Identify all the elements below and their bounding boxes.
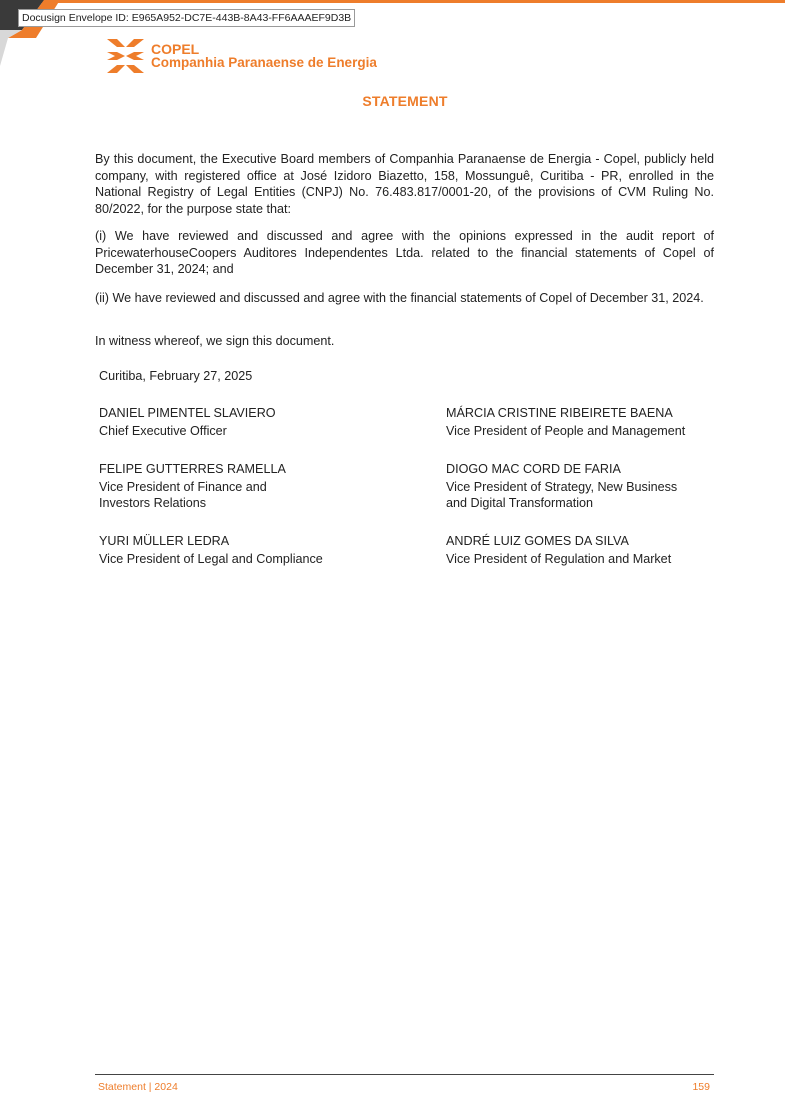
signatory-block — [99, 533, 323, 567]
signatory-role: Vice President of People and Management — [446, 424, 686, 438]
page-number: 159 — [692, 1081, 710, 1093]
signatory-role: Vice President of Regulation and Market — [446, 552, 672, 566]
signatory-name: DANIEL PIMENTEL SLAVIERO — [99, 406, 276, 420]
copel-logo-icon — [107, 39, 144, 73]
signatory-role: Chief Executive Officer — [99, 424, 227, 438]
signatory-name: FELIPE GUTTERRES RAMELLA — [99, 462, 286, 476]
signatory-name: ANDRÉ LUIZ GOMES DA SILVA — [446, 534, 629, 548]
signatory-block — [99, 461, 286, 511]
signatory-role-line-1: Vice President of Finance and — [99, 480, 267, 494]
signatory-name: MÁRCIA CRISTINE RIBEIRETE BAENA — [446, 406, 673, 420]
place-and-date: Curitiba, February 27, 2025 — [99, 369, 253, 383]
signatory-name: DIOGO MAC CORD DE FARIA — [446, 462, 621, 476]
copel-logo-text — [151, 42, 377, 70]
signatory-block — [446, 405, 685, 439]
brand-full-name: Companhia Paranaense de Energia — [151, 55, 377, 70]
signatory-block — [446, 461, 677, 511]
signatory-role-line-2: Investors Relations — [99, 496, 207, 510]
docusign-envelope-id: Docusign Envelope ID: E965A952-DC7E-443B-8A43-FF6AAAEF9D3B — [18, 9, 355, 27]
intro-paragraph: By this document, the Executive Board members of Companhia Paranaense de Energia - Copel, publicly held company, with registered office at José Izidoro Biazetto, 158, Mossunguê, Curitiba - PR, enrolled in the National Registry of Legal Entities (CNPJ) No. 76.483.817/0001-20, of the provisions of CVM Ruling No. 80/2022, for the purpose state that: — [95, 152, 714, 216]
signatory-role: Vice President of Legal and Compliance — [99, 552, 323, 566]
signatory-name: YURI MÜLLER LEDRA — [99, 534, 230, 548]
signatory-block — [446, 533, 671, 567]
document-title: STATEMENT — [362, 93, 448, 109]
footer-divider — [95, 1074, 714, 1075]
statement-item-i: (i) We have reviewed and discussed and agree with the opinions expressed in the audit report of PricewaterhouseCoopers Auditores Independentes Ltda. related to the financial statements of Copel of December 31, 2024; and — [95, 229, 714, 276]
witness-paragraph: In witness whereof, we sign this document. — [95, 334, 335, 348]
brand-name: COPEL — [151, 41, 200, 57]
signatory-role-line-1: Vice President of Strategy, New Business — [446, 480, 678, 494]
copel-logo — [107, 38, 377, 74]
top-accent-bar — [0, 0, 785, 3]
footer-section-label: Statement | 2024 — [98, 1081, 178, 1093]
signatory-block — [99, 405, 276, 439]
statement-item-ii: (ii) We have reviewed and discussed and agree with the financial statements of Copel of December 31, 2024. — [95, 291, 704, 305]
signatory-role-line-2: and Digital Transformation — [446, 496, 593, 510]
